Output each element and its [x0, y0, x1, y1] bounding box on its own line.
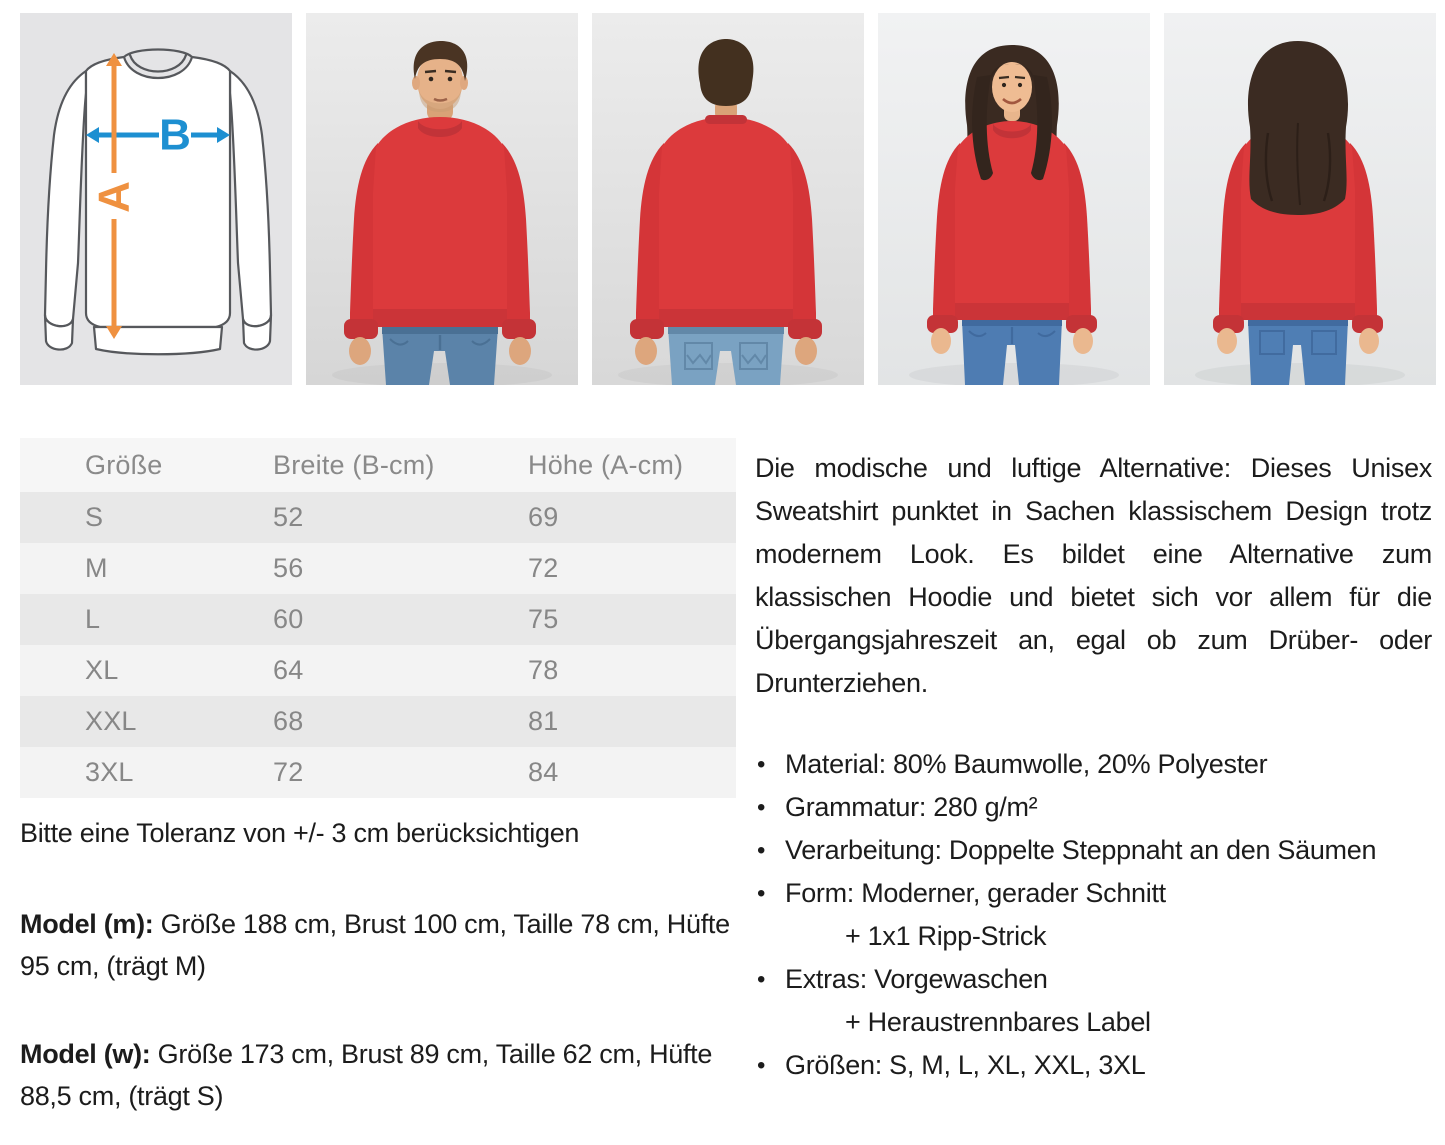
bullet-icon: • [757, 751, 766, 778]
size-table [20, 438, 736, 798]
photo-model-male-front[interactable] [306, 13, 578, 385]
description-column [755, 447, 1432, 1087]
bullet-icon: • [757, 794, 766, 821]
label-b: B [159, 110, 191, 160]
size-cell: M [20, 543, 273, 594]
size-diagram-image[interactable] [20, 13, 292, 385]
size-cell: XXL [20, 696, 273, 747]
feature-text: Material: 80% Baumwolle, 20% Polyester [785, 749, 1268, 779]
product-description: Die modische und luftige Alternative: Dieses Unisex Sweatshirt punktet in Sachen klassischem Design trotz modernem Look. Es bildet eine Alternative zum klassischen Hoodie und bietet sich vor allem für die Übergangsjahreszeit an, egal ob zum Drüber- oder Drunterziehen. [755, 453, 1432, 698]
male-back-illustration [592, 13, 864, 385]
feature-item [755, 1044, 1432, 1087]
model-w-note [20, 1033, 736, 1117]
feature-item [755, 829, 1432, 872]
feature-item [755, 743, 1432, 786]
hoehe-cell: 81 [528, 696, 736, 747]
model-m-label: Model (m): [20, 909, 154, 939]
label-a: A [89, 181, 139, 213]
feature-continuation: + Heraustrennbares Label [845, 1007, 1151, 1037]
bullet-icon: • [757, 1052, 766, 1079]
breite-cell: 60 [273, 594, 528, 645]
breite-cell: 64 [273, 645, 528, 696]
feature-item [755, 958, 1432, 1044]
size-cell: L [20, 594, 273, 645]
table-row [20, 492, 736, 543]
hoehe-cell: 72 [528, 543, 736, 594]
table-row [20, 696, 736, 747]
breite-cell: 52 [273, 492, 528, 543]
bullet-icon: • [757, 837, 766, 864]
size-info-column [20, 438, 736, 1117]
size-diagram-svg [20, 13, 292, 385]
female-back-illustration [1164, 13, 1436, 385]
table-row [20, 543, 736, 594]
feature-text: Grammatur: 280 g/m² [785, 792, 1038, 822]
column-header-hoehe: Höhe (A-cm) [528, 438, 736, 492]
table-row [20, 747, 736, 798]
column-header-groesse: Größe [20, 438, 273, 492]
table-row [20, 645, 736, 696]
male-front-illustration [306, 13, 578, 385]
hoehe-cell: 84 [528, 747, 736, 798]
size-cell: 3XL [20, 747, 273, 798]
breite-cell: 72 [273, 747, 528, 798]
feature-text: Extras: Vorgewaschen [785, 964, 1048, 994]
feature-continuation: + 1x1 Ripp-Strick [845, 921, 1047, 951]
size-table-header-row [20, 438, 736, 492]
feature-text: Größen: S, M, L, XL, XXL, 3XL [785, 1050, 1146, 1080]
photo-model-female-front[interactable] [878, 13, 1150, 385]
bullet-icon: • [757, 880, 766, 907]
photo-model-male-back[interactable] [592, 13, 864, 385]
female-front-illustration [878, 13, 1150, 385]
bullet-icon: • [757, 966, 766, 993]
breite-cell: 68 [273, 696, 528, 747]
sweatshirt [344, 117, 536, 339]
tolerance-note: Bitte eine Toleranz von +/- 3 cm berücksichtigen [20, 818, 580, 848]
size-cell: S [20, 492, 273, 543]
breite-cell: 56 [273, 543, 528, 594]
feature-text: Form: Moderner, gerader Schnitt [785, 878, 1166, 908]
photo-model-female-back[interactable] [1164, 13, 1436, 385]
feature-text: Verarbeitung: Doppelte Steppnaht an den Säumen [785, 835, 1377, 865]
model-w-text: Größe 173 cm, Brust 89 cm, Taille 62 cm, Hüfte 88,5 cm, (trägt S) [20, 1039, 713, 1111]
sweatshirt [927, 121, 1097, 333]
column-header-breite: Breite (B-cm) [273, 438, 528, 492]
hoehe-cell: 69 [528, 492, 736, 543]
model-m-note [20, 903, 736, 987]
hoehe-cell: 75 [528, 594, 736, 645]
size-cell: XL [20, 645, 273, 696]
feature-list [755, 743, 1432, 1087]
feature-item [755, 872, 1432, 958]
model-m-text: Größe 188 cm, Brust 100 cm, Taille 78 cm, Hüfte 95 cm, (trägt M) [20, 909, 730, 981]
product-image-gallery [20, 13, 1436, 385]
table-row [20, 594, 736, 645]
feature-item [755, 786, 1432, 829]
model-w-label: Model (w): [20, 1039, 151, 1069]
hoehe-cell: 78 [528, 645, 736, 696]
